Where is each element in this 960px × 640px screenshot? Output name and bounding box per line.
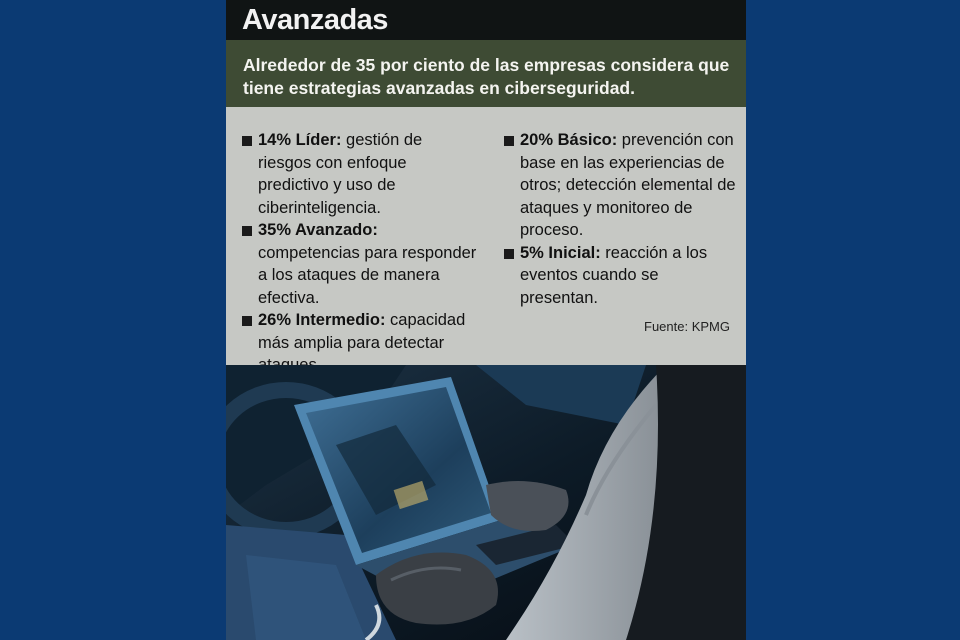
level-item-basico [504,129,736,242]
hacker-laptop-photo [226,365,746,640]
level-lead: 35% Avanzado: [258,221,378,239]
photo-illustration [226,365,746,640]
source-credit: Fuente: KPMG [644,319,730,334]
level-lead: 5% Inicial: [520,243,601,262]
level-lead: 14% Líder: [258,131,342,149]
level-text: reacción a los eventos cuando se presentan. [520,243,708,307]
level-item-avanzado [242,219,478,309]
infographic-panel [226,0,746,640]
level-lead: 26% Intermedio: [258,311,386,329]
levels-column-left [242,129,478,377]
level-item-inicial [504,242,736,310]
level-text: prevención con base en las experiencias de otros; detección elemental de ataques y monitoreo de proceso. [520,131,736,239]
subheader: Alrededor de 35 por ciento de las empresas considera que tiene estrategias avanzadas en ciberseguridad. [226,40,746,107]
bullet-icon [242,136,252,146]
levels-section [226,107,746,365]
bullet-icon [242,226,252,236]
level-text: gestión de riesgos con enfoque predictivo y uso de ciberinteligencia. [258,131,423,217]
header-bar [226,0,746,40]
bullet-icon [242,316,252,326]
level-lead: 20% Básico: [520,131,618,149]
bullet-icon [504,249,514,259]
level-item-lider [242,129,478,219]
bullet-icon [504,136,514,146]
level-text: capacidad más amplia para detectar [258,311,466,352]
level-text: competencias para responder a los ataques de manera efectiva. [258,243,477,307]
page-title: Avanzadas [242,3,388,36]
levels-column-right [504,129,736,309]
